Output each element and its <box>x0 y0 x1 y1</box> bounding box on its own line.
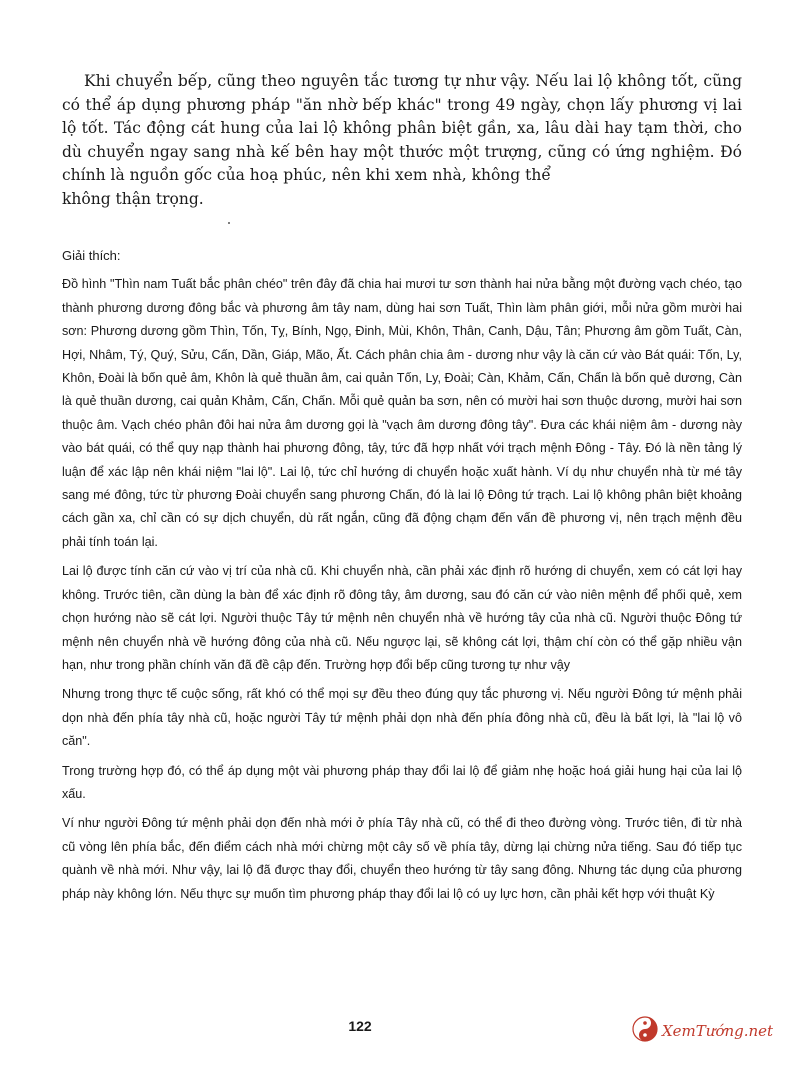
intro-paragraph: Khi chuyển bếp, cũng theo nguyên tắc tương tự như vậy. Nếu lai lộ không tốt, cũng có thể áp dụng phương pháp "ăn nhờ bếp khác" trong 49 ngày, chọn lấy phương vị lai lộ tốt. Tác động cát hung của lai lộ không phân biệt gần, xa, lâu dài hay tạm thời, cho dù chuyển ngay sang nhà kế bên hay một thước một trượng, cũng có ứng nghiệm. Đó chính là nguồn gốc của hoạ phúc, nên khi xem nhà, không thể <box>62 72 742 185</box>
intro-paragraph-end: không thận trọng. <box>62 190 204 208</box>
explanation-paragraph: Đồ hình "Thìn nam Tuất bắc phân chéo" trên đây đã chia hai mươi tư sơn thành hai nửa bằng một đường vạch chéo, tạo thành phương dương đông bắc và phương âm tây nam, dùng hai sơn Tuất, Thìn làm phân giới, mỗi nửa gồm mười hai sơn: Phương dương gồm Thìn, Tốn, Tỵ, Bính, Ngọ, Đinh, Mùi, Khôn, Thân, Canh, Dậu, Tân; Phương âm gồm Tuất, Càn, Hợi, Nhâm, Tý, Quý, Sửu, Cấn, Dần, Giáp, Mão, Ất. Cách phân chia âm - dương như vậy là căn cứ vào Bát quái: Tốn, Ly, Khôn, Đoài là bốn quẻ âm, Khôn là quẻ thuần âm, cai quản Tốn, Ly, Đoài; Càn, Khảm, Cấn, Chấn là bốn quẻ dương, Càn là quẻ thuần dương, cai quản Khảm, Cấn, Chấn. Mỗi quẻ quản ba sơn, nên có mười hai sơn thuộc dương, mười hai sơn thuộc âm. Vạch chéo phân đôi hai nửa âm dương gọi là "vạch âm dương đông tây". Đưa các khái niệm âm - dương này vào bát quái, có thể quy nạp thành hai phương đông, tây, tức đã hợp nhất với trạch mệnh Đông - Tây. Đó là nền tảng lý luận để xác lập nên khái niệm "lai lộ". Lai lộ, tức chỉ hướng di chuyển hoặc xuất hành. Ví dụ như chuyển nhà từ mé tây sang mé đông, tức từ phương Đoài chuyển sang phương Chấn, đó là lai lộ Đông tứ trạch. Lai lộ không phân biệt khoảng cách gần xa, chỉ cần có sự dịch chuyển, dù rất ngắn, cũng đã động chạm đến vấn đề phương vị, nên trạch mệnh đều phải tính toán lại. <box>62 277 742 549</box>
explanation-paragraph: Lai lộ được tính căn cứ vào vị trí của nhà cũ. Khi chuyển nhà, cần phải xác định rõ hướng di chuyển, xem có cát lợi hay không. Trước tiên, cần dùng la bàn để xác định rõ đông tây, âm dương, sau đó căn cứ vào niên mệnh để phối quẻ, xem chọn hướng nào sẽ cát lợi. Người thuộc Tây tứ mệnh nên chuyển nhà về hướng tây của nhà cũ. Người thuộc Đông tứ mệnh nên chuyển nhà về hướng đông của nhà cũ. Nếu ngược lại, sẽ không cát lợi, thậm chí còn có thể gặp nhiều vận hạn, như trong phần chính văn đã đề cập đến. Trường hợp đổi bếp cũng tương tự như vậy <box>62 564 742 672</box>
watermark <box>632 1014 792 1048</box>
explanation-paragraph: Nhưng trong thực tế cuộc sống, rất khó có thể mọi sự đều theo đúng quy tắc phương vị. Nếu người Đông tứ mệnh phải dọn nhà đến phía tây nhà cũ, hoặc người Tây tứ mệnh phải dọn nhà đến phía đông nhà cũ, đều là bất lợi, là "lai lộ vô căn". <box>62 687 742 749</box>
explanation-paragraph: Ví như người Đông tứ mệnh phải dọn đến nhà mới ở phía Tây nhà cũ, có thể đi theo đường vòng. Trước tiên, đi từ nhà cũ vòng lên phía bắc, đến điểm cách nhà mới chừng một cây số về phía tây, dừng lại chừng nửa tiếng. Sau đó tiếp tục quành về nhà mới. Như vậy, lai lộ đã được thay đổi, chuyển theo hướng từ tây sang đông. Nhưng tác dụng của phương pháp này không lớn. Nếu thực sự muốn tìm phương pháp thay đổi lai lộ có uy lực hơn, cần phải kết hợp với thuật Kỳ <box>62 816 742 901</box>
explanation-section <box>62 244 742 912</box>
explanation-paragraph: Trong trường hợp đó, có thể áp dụng một vài phương pháp thay đổi lai lộ để giảm nhẹ hoặc hoá giải hung hại của lai lộ xấu. <box>62 763 742 801</box>
print-speck <box>228 222 230 224</box>
watermark-text: XemTướng.net <box>662 1022 774 1040</box>
yin-yang-icon <box>632 1016 658 1047</box>
explanation-heading: Giải thích: <box>62 248 121 263</box>
page-number: 122 <box>348 1018 372 1034</box>
